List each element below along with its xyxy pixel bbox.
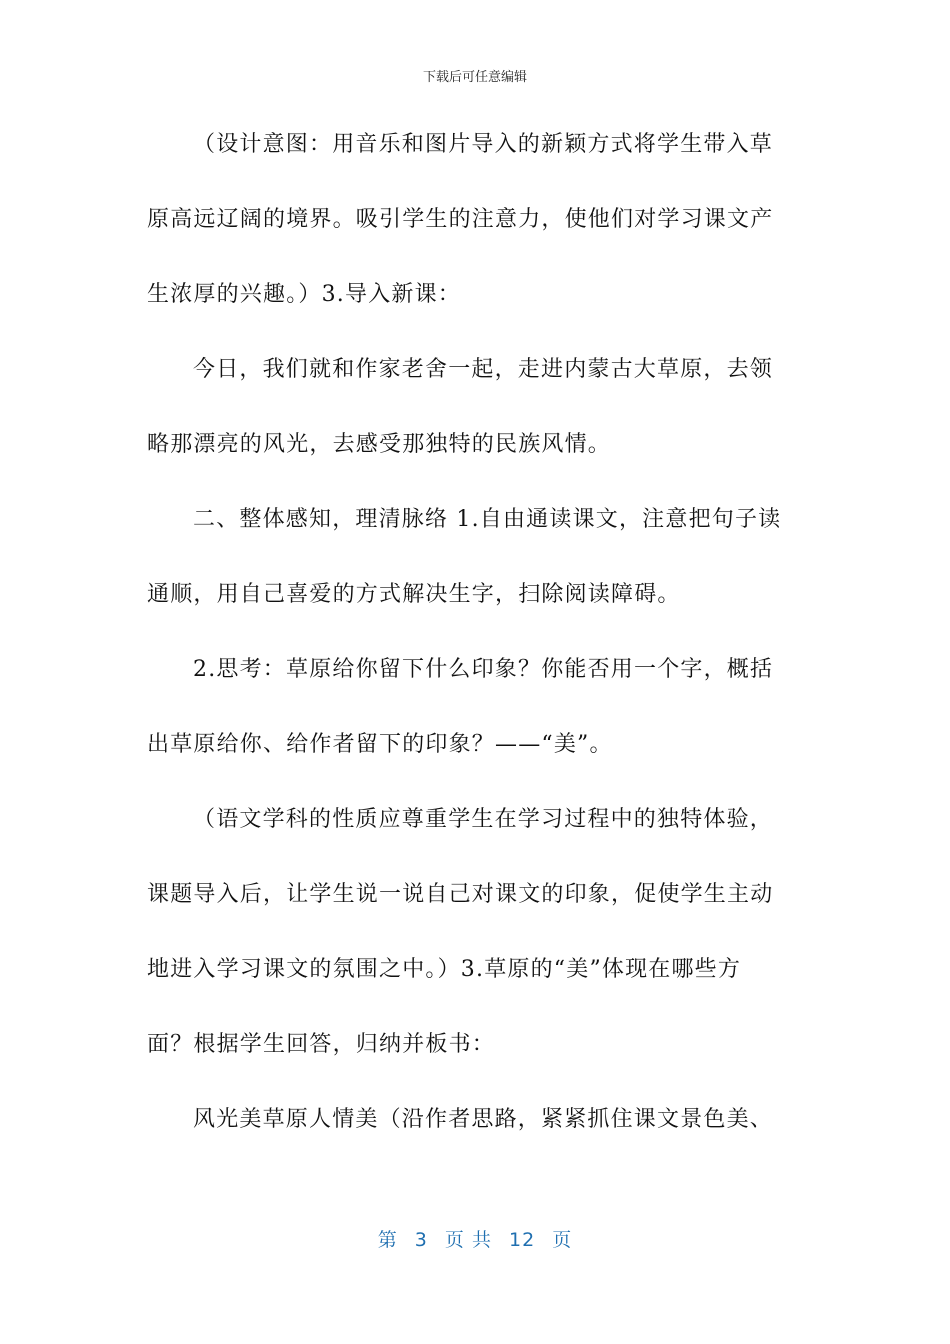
text-line: 通顺，用自己喜爱的方式解决生字，扫除阅读障碍。 [147,582,681,607]
text-line: 二、整体感知，理清脉络 1.自由通读课文，注意把句子读 [193,507,782,532]
text-line: 生浓厚的兴趣。）3.导入新课： [147,282,461,307]
text-line: 原高远辽阔的境界。吸引学生的注意力，使他们对学习课文产 [147,207,774,232]
text-line: 出草原给你、给作者留下的印象？——“美”。 [147,732,613,757]
text-line: 课题导入后，让学生说一说自己对课文的印象，促使学生主动 [147,882,774,907]
text-line: 风光美草原人情美（沿作者思路，紧紧抓住课文景色美、 [193,1107,774,1132]
text-line: 地进入学习课文的氛围之中。）3.草原的“美”体现在哪些方 [147,957,742,982]
footer-pages-label: 页 [552,1229,573,1251]
page-header: 下载后可任意编辑 [422,70,527,85]
document-body [147,126,797,1176]
text-line: （设计意图：用音乐和图片导入的新颖方式将学生带入草 [193,132,774,157]
footer-current-page: 3 [414,1229,428,1251]
text-line: 今日，我们就和作家老舍一起，走进内蒙古大草原，去领 [193,357,774,382]
text-line: 2.思考：草原给你留下什么印象？你能否用一个字，概括 [193,657,774,682]
text-line: （语文学科的性质应尊重学生在学习过程中的独特体验， [193,807,774,832]
text-line: 面？根据学生回答，归纳并板书： [147,1032,496,1057]
footer-total-pages: 12 [509,1229,536,1251]
footer-of-label: 页 共 [444,1229,492,1251]
footer-page-label: 第 [377,1229,398,1251]
text-line: 略那漂亮的风光，去感受那独特的民族风情。 [147,432,612,457]
page-footer [0,1225,950,1252]
